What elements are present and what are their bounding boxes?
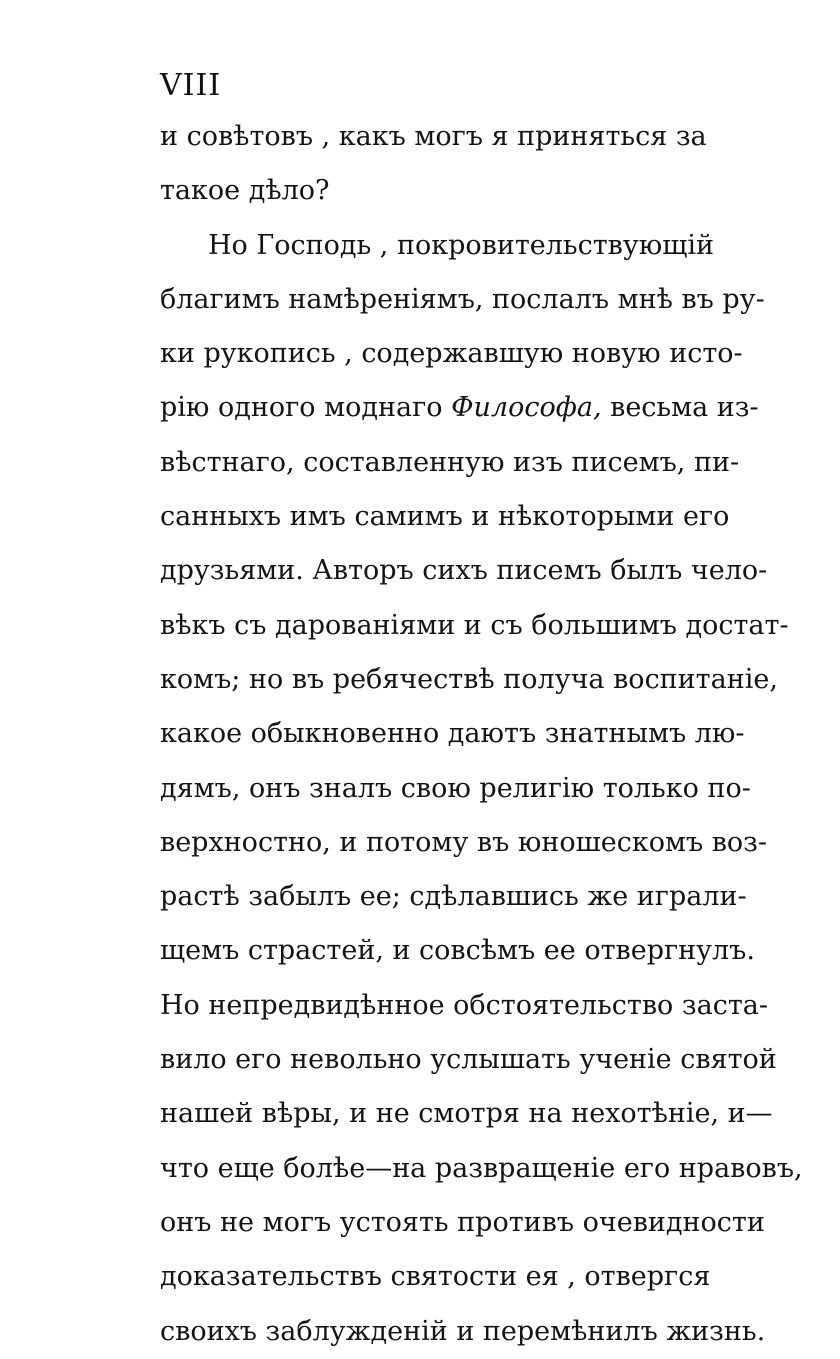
paragraph-start-line: Но Господь , покровительствующій — [208, 229, 714, 261]
text-line: своихъ заблужденій и перемѣнилъ жизнь. — [160, 1315, 766, 1347]
text-line: комъ; но въ ребячествѣ получа воспитаніе, — [160, 663, 778, 695]
text-line: Но непредвидѣнное обстоятельство заста- — [160, 989, 768, 1021]
text-line: вѣстнаго, составленную изъ писемъ, пи- — [160, 446, 740, 478]
italic-word: Философа, — [451, 392, 602, 424]
page-number: VIII — [160, 68, 222, 103]
text-line: нашей вѣры, и не смотря на нехотѣніе, и— — [160, 1098, 773, 1130]
text-segment: рію одного моднаго — [160, 392, 452, 424]
text-line: друзьями. Авторъ сихъ писемъ былъ чело- — [160, 555, 768, 587]
text-line: что еще болѣе—на развращеніе его нравовъ, — [160, 1152, 803, 1184]
text-line: щемъ страстей, и совсѣмъ ее отвергнулъ. — [160, 935, 755, 967]
text-line: дямъ, онъ зналъ свою религію только по- — [160, 772, 751, 804]
text-line: растѣ забылъ ее; сдѣлавшись же играли- — [160, 881, 747, 913]
body-text — [160, 110, 803, 1359]
text-segment: весьма из- — [601, 392, 759, 424]
text-line: такое дѣло? — [160, 175, 330, 207]
text-line: санныхъ имъ самимъ и нѣкоторыми его — [160, 501, 730, 533]
text-line: онъ не могъ устоять противъ очевидности — [160, 1206, 765, 1238]
text-line: какое обыкновенно даютъ знатнымъ лю- — [160, 718, 745, 750]
text-line: благимъ намѣреніямъ, послалъ мнѣ въ ру- — [160, 283, 765, 315]
text-line: доказательствъ святости ея , отвергся — [160, 1261, 711, 1293]
text-line: и совѣтовъ , какъ могъ я приняться за — [160, 121, 707, 152]
text-line-with-italic — [160, 381, 759, 435]
text-line: вѣкъ съ дарованіями и съ большимъ достат- — [160, 609, 789, 641]
text-line: вило его невольно услышать ученіе святой — [160, 1044, 777, 1076]
text-line: ки рукопись , содержавшую новую исто- — [160, 338, 743, 370]
text-line: верхностно, и потому въ юношескомъ воз- — [160, 826, 768, 858]
